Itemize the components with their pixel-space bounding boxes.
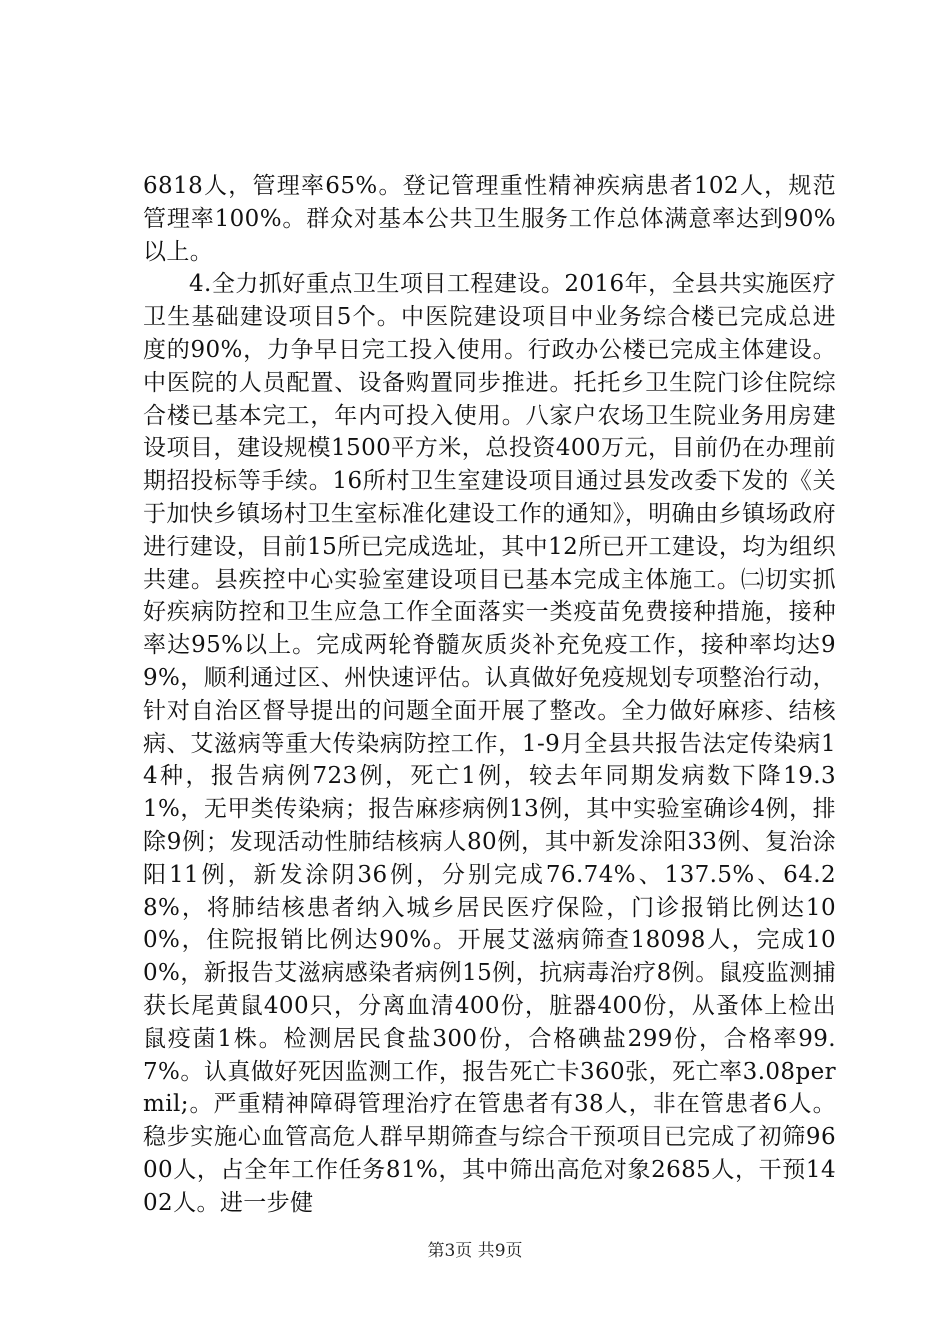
page-number-footer: 第3页 共9页 — [427, 1241, 523, 1261]
paragraph-1: 6818人，管理率65%。登记管理重性精神疾病患者102人，规范管理率100%。群众对基本公共卫生服务工作总体满意率达到90%以上。 — [143, 173, 836, 265]
document-body — [143, 170, 836, 1220]
paragraph-2: 4.全力抓好重点卫生项目工程建设。2016年，全县共实施医疗卫生基础建设项目5个。中医院建设项目中业务综合楼已完成总进度的90%，力争早日完工投入使用。行政办公楼已完成主体建设。中医院的人员配置、设备购置同步推进。托托乡卫生院门诊住院综合楼已基本完工，年内可投入使用。八家户农场卫生院业务用房建设项目，建设规模1500平方米，总投资400万元，目前仍在办理前期招投标等手续。16所村卫生室建设项目通过县发改委下发的《关于加快乡镇场村卫生室标准化建设工作的通知》，明确由乡镇场政府进行建设，目前15所已完成选址，其中12所已开工建设，均为组织共建。县疾控中心实验室建设项目已基本完成主体施工。㈡切实抓好疾病防控和卫生应急工作全面落实一类疫苗免费接种措施，接种率达95%以上。完成两轮脊髓灰质炎补充免疫工作，接种率均达99%，顺利通过区、州快速评估。认真做好免疫规划专项整治行动，针对自治区督导提出的问题全面开展了整改。全力做好麻疹、结核病、艾滋病等重大传染病防控工作，1-9月全县共报告法定传染病14种，报告病例723例，死亡1例，较去年同期发病数下降19.31%，无甲类传染病；报告麻疹病例13例，其中实验室确诊4例，排除9例；发现活动性肺结核病人80例，其中新发涂阳33例、复治涂阳11例，新发涂阴36例，分别完成76.74%、137.5%、64.28%，将肺结核患者纳入城乡居民医疗保险，门诊报销比例达100%，住院报销比例达90%。开展艾滋病筛查18098人，完成100%，新报告艾滋病感染者病例15例，抗病毒治疗8例。鼠疫监测捕获长尾黄鼠400只，分离血清400份，脏器400份，从蚤体上检出鼠疫菌1株。检测居民食盐300份，合格碘盐299份，合格率99.7%。认真做好死因监测工作，报告死亡卡360张，死亡率3.08permil;。严重精神障碍管理治疗在管患者有38人，非在管患者6人。稳步实施心血管高危人群早期筛查与综合干预项目已完成了初筛9600人，占全年工作任务81%，其中筛出高危对象2685人，干预1402人。进一步健 — [143, 271, 836, 1216]
